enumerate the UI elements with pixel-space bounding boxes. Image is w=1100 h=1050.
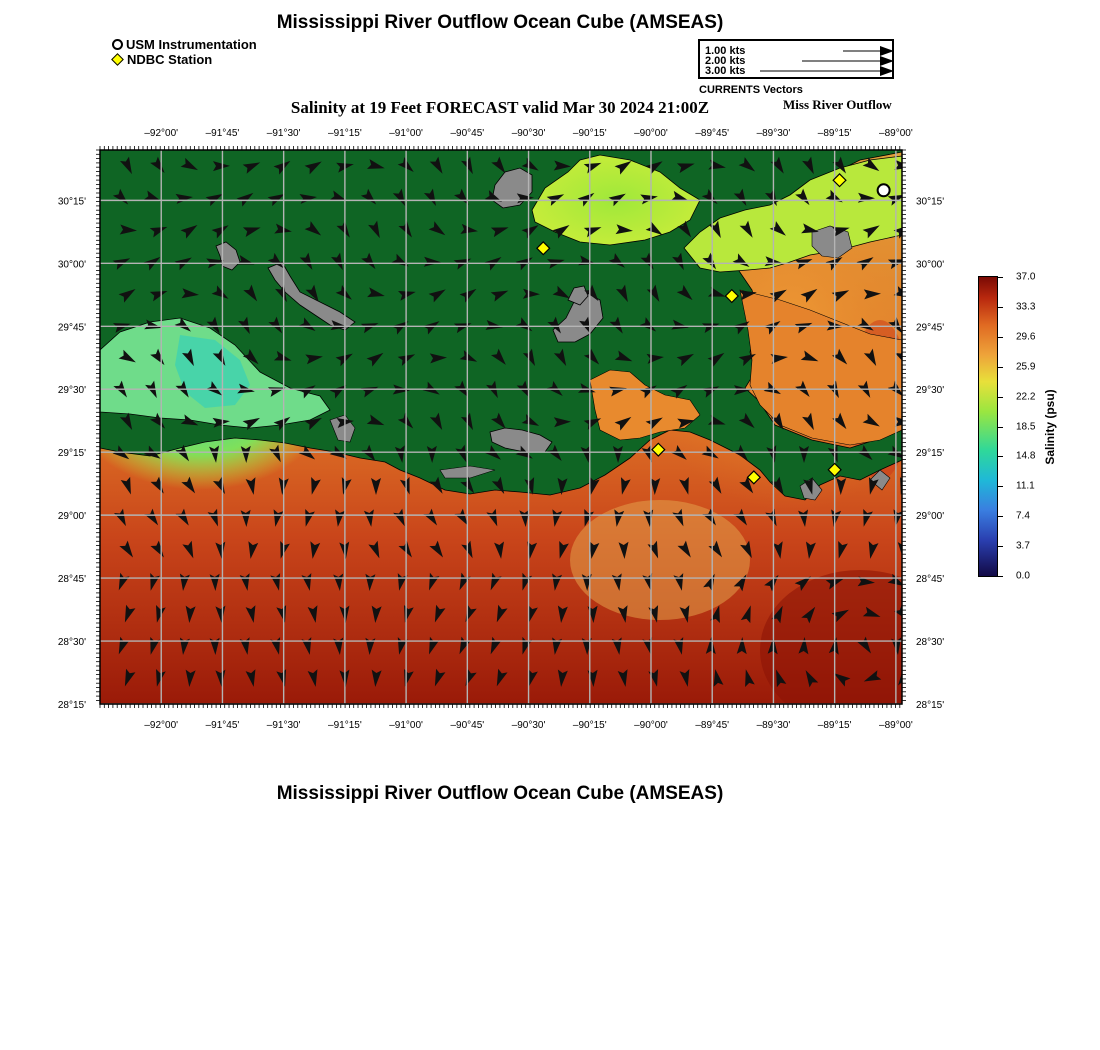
lon-tick-bottom-3: –91°15' (328, 720, 362, 731)
legend-usm-label: USM Instrumentation (126, 37, 257, 52)
colorbar-label-6: 14.8 (1016, 450, 1036, 462)
colorbar-label-4: 22.2 (1016, 391, 1036, 403)
lon-tick-top-8: –90°00' (634, 128, 668, 139)
vector-key-3: 3.00 kts (705, 65, 746, 77)
lon-tick-bottom-11: –89°15' (817, 720, 852, 731)
lat-tick-left-7: 28°30' (57, 637, 86, 649)
page-title-2: Mississippi River Outflow Ocean Cube (AMSEAS) (276, 783, 724, 804)
lon-tick-bottom-8: –90°00' (634, 720, 668, 731)
lon-tick-bottom-10: –89°30' (756, 720, 791, 731)
lat-tick-left-3: 29°30' (57, 385, 86, 397)
legend-ndbc-label: NDBC Station (127, 52, 213, 67)
colorbar-label-0: 37.0 (1016, 271, 1036, 283)
lon-tick-bottom-2: –91°30' (266, 720, 301, 731)
lon-tick-top-1: –91°45' (205, 128, 240, 139)
lon-tick-top-11: –89°15' (817, 128, 852, 139)
colorbar-label-7: 11.1 (1016, 480, 1035, 492)
vector-key-1: 1.00 kts (705, 45, 746, 57)
colorbar-label-5: 18.5 (1016, 421, 1036, 432)
lat-tick-right-0: 30°15' (916, 196, 945, 208)
lon-tick-top-0: –92°00' (144, 128, 179, 139)
lon-tick-top-5: –90°45' (450, 128, 485, 139)
plume-field (570, 500, 750, 620)
lat-tick-left-0: 30°15' (57, 196, 86, 208)
lon-tick-top-3: –91°15' (328, 128, 362, 139)
lat-tick-left-2: 29°45' (57, 322, 86, 334)
lon-tick-bottom-4: –91°00' (389, 720, 423, 731)
lat-tick-left-1: 30°00' (57, 259, 86, 271)
usm-station (878, 184, 890, 196)
lat-tick-left-6: 28°45' (57, 574, 86, 586)
colorbar-tick-3 (998, 367, 1003, 368)
lon-tick-bottom-0: –92°00' (144, 720, 179, 731)
lat-tick-right-3: 29°30' (916, 385, 945, 397)
lon-tick-bottom-5: –90°45' (450, 720, 485, 731)
colorbar-tick-5 (998, 427, 1003, 428)
lat-tick-left-8: 28°15' (57, 700, 86, 711)
lon-tick-top-6: –90°30' (511, 128, 546, 139)
colorbar-tick-6 (998, 456, 1003, 457)
lat-tick-right-1: 30°00' (916, 259, 945, 271)
lat-tick-right-8: 28°15' (916, 700, 945, 711)
colorbar-tick-1 (998, 307, 1003, 308)
colorbar-tick-2 (998, 337, 1003, 338)
lon-tick-bottom-12: –89°00' (879, 720, 913, 731)
lon-tick-bottom-9: –89°45' (695, 720, 730, 731)
lat-tick-right-6: 28°45' (916, 574, 945, 586)
colorbar-label-9: 3.7 (1016, 540, 1030, 552)
map-field (70, 150, 960, 730)
lat-tick-right-2: 29°45' (916, 322, 945, 334)
lat-tick-right-5: 29°00' (916, 511, 945, 523)
colorbar-title: Salinity (psu) (1043, 389, 1057, 465)
lat-tick-left-5: 29°00' (57, 511, 86, 523)
salinity-colorbar (978, 276, 998, 577)
page-title: Mississippi River Outflow Ocean Cube (AMSEAS) (276, 12, 724, 33)
lon-tick-top-7: –90°15' (572, 128, 607, 139)
colorbar-tick-10 (998, 576, 1003, 577)
colorbar-label-2: 29.6 (1016, 331, 1036, 343)
colorbar-tick-0 (998, 277, 1003, 278)
vector-key-2: 2.00 kts (705, 55, 746, 67)
lon-tick-top-4: –91°00' (389, 128, 423, 139)
colorbar-tick-7 (998, 486, 1003, 487)
colorbar-label-10: 0.0 (1016, 570, 1030, 582)
lat-tick-right-4: 29°15' (916, 448, 945, 460)
colorbar-tick-9 (998, 546, 1003, 547)
lon-tick-top-9: –89°45' (695, 128, 730, 139)
map-subtitle: Salinity at 19 Feet FORECAST valid Mar 30 2024 21:00Z (290, 98, 710, 117)
outflow-label: Miss River Outflow (783, 97, 892, 112)
colorbar-label-8: 7.4 (1016, 510, 1030, 522)
lon-tick-bottom-6: –90°30' (511, 720, 546, 731)
lat-tick-left-4: 29°15' (57, 448, 86, 460)
lon-tick-top-12: –89°00' (879, 128, 913, 139)
lon-tick-top-2: –91°30' (266, 128, 301, 139)
lon-tick-top-10: –89°30' (756, 128, 791, 139)
currents-label: CURRENTS Vectors (699, 84, 803, 96)
lon-tick-bottom-1: –91°45' (205, 720, 240, 731)
colorbar-tick-4 (998, 397, 1003, 398)
colorbar-label-1: 33.3 (1016, 301, 1036, 313)
lon-tick-bottom-7: –90°15' (572, 720, 607, 731)
lat-tick-right-7: 28°30' (916, 637, 945, 649)
colorbar-tick-8 (998, 516, 1003, 517)
colorbar-label-3: 25.9 (1016, 361, 1036, 373)
